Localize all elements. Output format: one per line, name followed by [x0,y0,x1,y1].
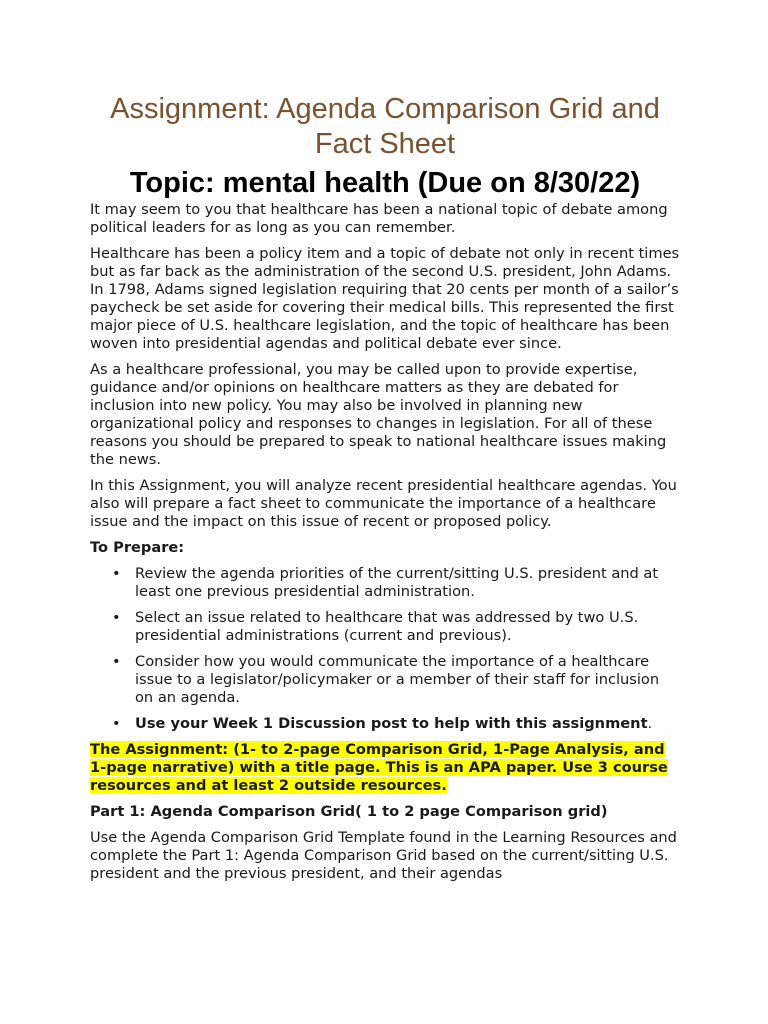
document-page [90,92,680,891]
document-title: Assignment: Agenda Comparison Grid and Fact Sheet [110,93,660,160]
bullet-icon: • [112,565,121,582]
prepare-heading: To Prepare: [90,539,185,556]
list-item [90,715,680,733]
list-item [90,653,680,707]
assignment-overview-paragraph: In this Assignment, you will analyze recent presidential healthcare agendas. You also will prepare a fact sheet to communicate the importance of a healthcare issue and the impact on this issue of recent or proposed policy. [90,477,677,530]
list-item-text: Review the agenda priorities of the current/sitting U.S. president and at least one previous presidential administration. [135,565,659,600]
list-item-suffix: . [647,715,653,732]
part1-body: Use the Agenda Comparison Grid Template found in the Learning Resources and complete the Part 1: Agenda Comparison Grid based on the current/sitting U.S. president and the previous president, and their agendas [90,829,677,882]
prepare-list [90,565,680,733]
intro-paragraph: It may seem to you that healthcare has been a national topic of debate among political leaders for as long as you can remember. [90,201,668,236]
bullet-icon: • [112,715,121,732]
bullet-icon: • [112,653,121,670]
list-item-text: Consider how you would communicate the importance of a healthcare issue to a legislator/policymaker or a member of their staff for inclusion on an agenda. [135,653,660,706]
professional-paragraph: As a healthcare professional, you may be called upon to provide expertise, guidance and/or opinions on healthcare matters as they are debated for inclusion into new policy. You may also be involved in planning new organizational policy and responses to changes in legislation. For all of these reasons you should be prepared to speak to national healthcare issues making the news. [90,361,667,468]
list-item-text: Use your Week 1 Discussion post to help with this assignment [135,715,648,732]
document-topic: Topic: mental health (Due on 8/30/22) [129,167,641,199]
list-item [90,609,680,645]
assignment-highlight: The Assignment: (1- to 2-page Comparison Grid, 1-Page Analysis, and 1-page narrative) with a title page. This is an APA paper. Use 3 course resources and at least 2 outside resources. [90,741,668,794]
history-paragraph: Healthcare has been a policy item and a topic of debate not only in recent times but as far back as the administration of the second U.S. president, John Adams. In 1798, Adams signed legislation requiring that 20 cents per month of a sailor’s paycheck be set aside for covering their medical bills. This represented the first major piece of U.S. healthcare legislation, and the topic of healthcare has been woven into presidential agendas and political debate ever since. [90,245,680,352]
part1-heading: Part 1: Agenda Comparison Grid( 1 to 2 page Comparison grid) [90,803,608,820]
list-item-text: Select an issue related to healthcare that was addressed by two U.S. presidential administrations (current and previous). [135,609,639,644]
bullet-icon: • [112,609,121,626]
list-item [90,565,680,601]
assignment-requirements [90,741,680,795]
